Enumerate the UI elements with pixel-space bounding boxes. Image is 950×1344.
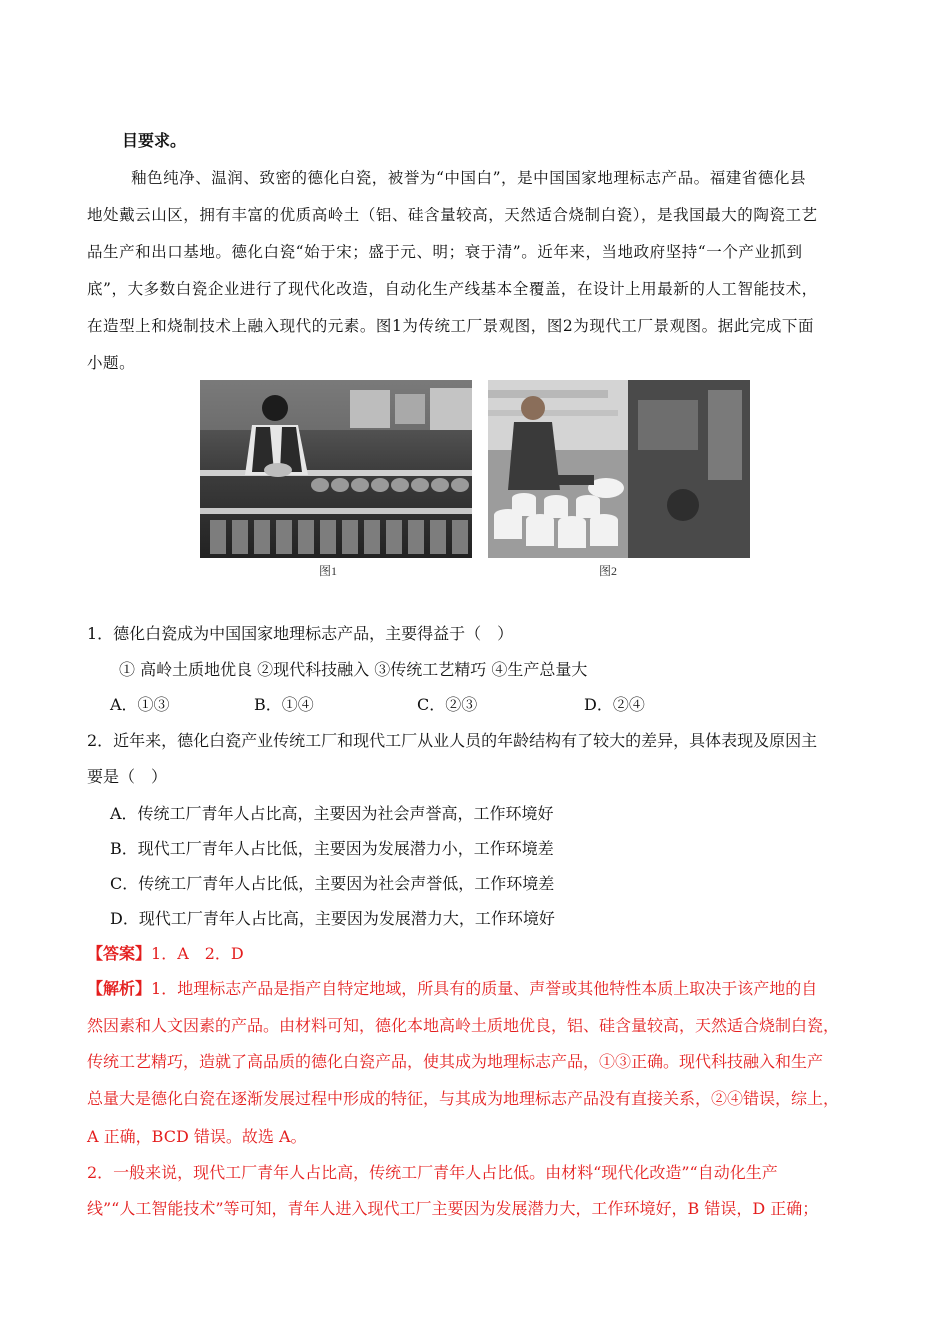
- analysis-line-2: 然因素和人文因素的产品。由材料可知，德化本地高岭土质地优良，铝、硅含量较高，天然适合烧制白瓷，: [87, 1016, 840, 1035]
- material-line-1: 釉色纯净、温润、致密的德化白瓷，被誉为“中国白”，是中国国家地理标志产品。福建省德化县: [131, 169, 807, 187]
- material-line-3: 品生产和出口基地。德化白瓷“始于宋；盛于元、明；衰于清”。近年来，当地政府坚持“一个产业抓到: [87, 243, 803, 261]
- material-line-2: 地处戴云山区，拥有丰富的优质高岭土（铝、硅含量较高，天然适合烧制白瓷），是我国最大的陶瓷工艺: [87, 206, 818, 224]
- traditional-factory-photo: [200, 380, 472, 558]
- question-1-option-b: B．①④: [254, 695, 314, 714]
- figure-2-caption: 图2: [599, 564, 618, 578]
- question-2-stem-line-2: 要是（ ）: [87, 767, 168, 786]
- analysis-line-5: A 正确，BCD 错误。故选 A。: [87, 1127, 307, 1146]
- material-line-4: 底”，大多数白瓷企业进行了现代化改造，自动化生产线基本全覆盖，在设计上用最新的人工智能技术，: [87, 280, 818, 298]
- question-2-option-a: A．传统工厂青年人占比高，主要因为社会声誉高，工作环境好: [110, 804, 554, 823]
- analysis-text-1: 1．地理标志产品是指产自特定地域，所具有的质量、声誉或其他特性本质上取决于该产地的自: [151, 979, 818, 998]
- analysis-line-3: 传统工艺精巧，造就了高品质的德化白瓷产品，使其成为地理标志产品，①③正确。现代科技融入和生产: [87, 1052, 824, 1071]
- material-line-5: 在造型上和烧制技术上融入现代的元素。图1为传统工厂景观图，图2为现代工厂景观图。据此完成下面: [87, 317, 815, 335]
- answer-text: 1．A 2．D: [151, 944, 244, 963]
- question-2-stem-line-1: 2．近年来，德化白瓷产业传统工厂和现代工厂从业人员的年龄结构有了较大的差异，具体表现及原因主: [87, 731, 818, 750]
- analysis-line-7: 线”“人工智能技术”等可知，青年人进入现代工厂主要因为发展潜力大，工作环境好，B 错误，D 正确；: [87, 1199, 819, 1218]
- analysis-line-1: [87, 976, 817, 999]
- material-line-6: 小题。: [87, 354, 136, 372]
- question-2-option-d: D．现代工厂青年人占比高，主要因为发展潜力大，工作环境好: [110, 909, 555, 928]
- question-1-statements: ① 高岭土质地优良 ②现代科技融入 ③传统工艺精巧 ④生产总量大: [119, 660, 588, 679]
- question-1-option-d: D．②④: [584, 695, 645, 714]
- analysis-line-6: 2．一般来说，现代工厂青年人占比高，传统工厂青年人占比低。由材料“现代化改造”“自动化生产: [87, 1163, 778, 1182]
- answer-tag: 【答案】: [87, 944, 152, 963]
- analysis-line-4: 总量大是德化白瓷在逐渐发展过程中形成的特征，与其成为地理标志产品没有直接关系，②④错误，综上，: [87, 1089, 840, 1108]
- section-heading: 目要求。: [122, 131, 187, 150]
- question-1-option-c: C．②③: [417, 695, 478, 714]
- answer-line: [87, 941, 244, 964]
- question-1-stem: 1．德化白瓷成为中国国家地理标志产品，主要得益于（ ）: [87, 624, 514, 643]
- modern-factory-photo: [488, 380, 750, 558]
- question-2-option-b: B．现代工厂青年人占比低，主要因为发展潜力小，工作环境差: [110, 839, 554, 858]
- figure-1-caption: 图1: [319, 564, 338, 578]
- question-2-option-c: C．传统工厂青年人占比低，主要因为社会声誉低，工作环境差: [110, 874, 555, 893]
- question-1-option-a: A．①③: [110, 695, 170, 714]
- analysis-tag: 【解析】: [87, 979, 152, 998]
